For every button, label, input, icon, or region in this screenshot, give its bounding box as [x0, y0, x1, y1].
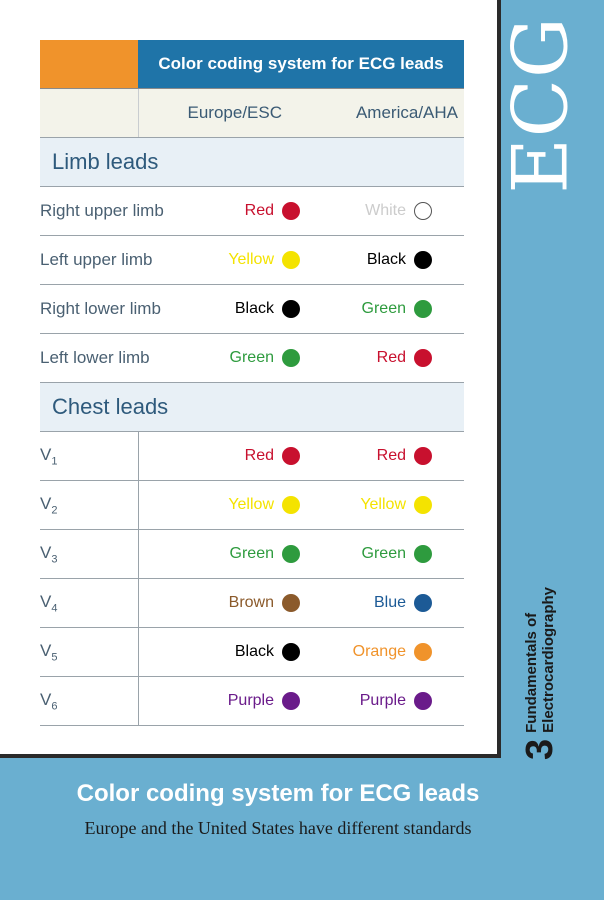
table-title: Color coding system for ECG leads [138, 40, 464, 89]
chest-row [40, 481, 464, 530]
color-cell [138, 334, 304, 383]
lead-label [40, 481, 138, 530]
color-dot-icon [414, 692, 432, 710]
color-name: White [365, 202, 406, 219]
color-cell [304, 481, 464, 530]
lead-number: 6 [51, 700, 58, 713]
lead-label [40, 628, 138, 677]
color-cell [304, 677, 464, 726]
color-cell [304, 432, 464, 481]
limb-row [40, 334, 464, 383]
color-cell [304, 285, 464, 334]
color-name: Yellow [228, 496, 274, 513]
lead-number: 5 [51, 651, 58, 664]
header-europe: Europe/ESC [138, 89, 304, 138]
color-dot-icon [414, 447, 432, 465]
color-cell [138, 432, 304, 481]
lead-label [40, 677, 138, 726]
limb-row [40, 285, 464, 334]
color-dot-icon [282, 202, 300, 220]
color-name: Red [244, 202, 274, 219]
ecg-color-table [40, 40, 464, 726]
color-dot-icon [414, 643, 432, 661]
color-dot-icon [414, 594, 432, 612]
color-cell [304, 334, 464, 383]
chest-section-row [40, 383, 464, 432]
color-name: Green [229, 545, 274, 562]
color-name: Yellow [228, 251, 274, 268]
chest-row [40, 432, 464, 481]
limb-label: Left upper limb [40, 236, 138, 285]
lead-letter: V [40, 640, 52, 660]
color-name: Green [361, 300, 406, 317]
color-name: Black [366, 251, 406, 268]
color-dot-icon [282, 692, 300, 710]
color-name: Orange [352, 643, 406, 660]
chest-row [40, 530, 464, 579]
orange-block [40, 40, 138, 89]
lead-letter: V [40, 542, 52, 562]
limb-label: Right lower limb [40, 285, 138, 334]
lead-letter: V [40, 493, 52, 513]
color-dot-icon [414, 349, 432, 367]
limb-row [40, 187, 464, 236]
color-dot-icon [282, 545, 300, 563]
chest-row [40, 628, 464, 677]
color-name: Red [244, 447, 274, 464]
color-dot-icon [282, 594, 300, 612]
lead-label [40, 432, 138, 481]
lead-number: 2 [51, 504, 58, 517]
color-dot-icon [414, 202, 432, 220]
color-dot-icon [414, 300, 432, 318]
color-dot-icon [282, 300, 300, 318]
subtitle-line-2: Electrocardiography [540, 586, 557, 733]
lead-letter: V [40, 591, 52, 611]
color-name: Blue [373, 594, 406, 611]
color-cell [304, 187, 464, 236]
lead-label [40, 530, 138, 579]
color-name: Purple [359, 692, 406, 709]
color-cell [138, 236, 304, 285]
color-cell [138, 677, 304, 726]
color-cell [138, 530, 304, 579]
side-title-text: ECG [495, 16, 585, 194]
color-dot-icon [282, 251, 300, 269]
limb-section-row [40, 138, 464, 187]
color-cell [304, 579, 464, 628]
color-name: Black [234, 643, 274, 660]
lead-letter: V [40, 689, 52, 709]
footer-title: Color coding system for ECG leads [76, 780, 480, 807]
color-dot-icon [282, 496, 300, 514]
limb-label: Left lower limb [40, 334, 138, 383]
color-cell [138, 628, 304, 677]
header-empty-cell [40, 89, 138, 138]
color-dot-icon [282, 643, 300, 661]
color-name: Black [234, 300, 274, 317]
chapter-number: 3 [519, 738, 561, 760]
color-dot-icon [414, 251, 432, 269]
color-cell [304, 530, 464, 579]
limb-row [40, 236, 464, 285]
limb-label: Right upper limb [40, 187, 138, 236]
lead-number: 3 [51, 553, 58, 566]
color-dot-icon [282, 447, 300, 465]
color-name: Green [229, 349, 274, 366]
color-name: Yellow [360, 496, 406, 513]
table-title-row [40, 40, 464, 89]
color-dot-icon [414, 496, 432, 514]
color-dot-icon [414, 545, 432, 563]
color-cell [304, 628, 464, 677]
color-cell [138, 579, 304, 628]
color-name: Red [376, 349, 406, 366]
column-header-row [40, 89, 464, 138]
chest-row [40, 677, 464, 726]
color-name: Purple [227, 692, 274, 709]
lead-number: 1 [51, 455, 58, 468]
color-cell [138, 285, 304, 334]
chest-row [40, 579, 464, 628]
color-cell [304, 236, 464, 285]
lead-label [40, 579, 138, 628]
subtitle-line-1: Fundamentals of [523, 612, 540, 733]
color-dot-icon [282, 349, 300, 367]
lead-letter: V [40, 444, 52, 464]
color-name: Red [376, 447, 406, 464]
footer-subtitle: Europe and the United States have different standards [84, 818, 472, 838]
color-name: Green [361, 545, 406, 562]
chest-section-heading: Chest leads [40, 383, 464, 432]
limb-section-heading: Limb leads [40, 138, 464, 187]
color-name: Brown [228, 594, 274, 611]
side-title [495, 16, 585, 194]
color-cell [138, 481, 304, 530]
side-subtitle [505, 530, 575, 760]
lead-number: 4 [51, 602, 58, 615]
header-america: America/AHA [304, 89, 464, 138]
